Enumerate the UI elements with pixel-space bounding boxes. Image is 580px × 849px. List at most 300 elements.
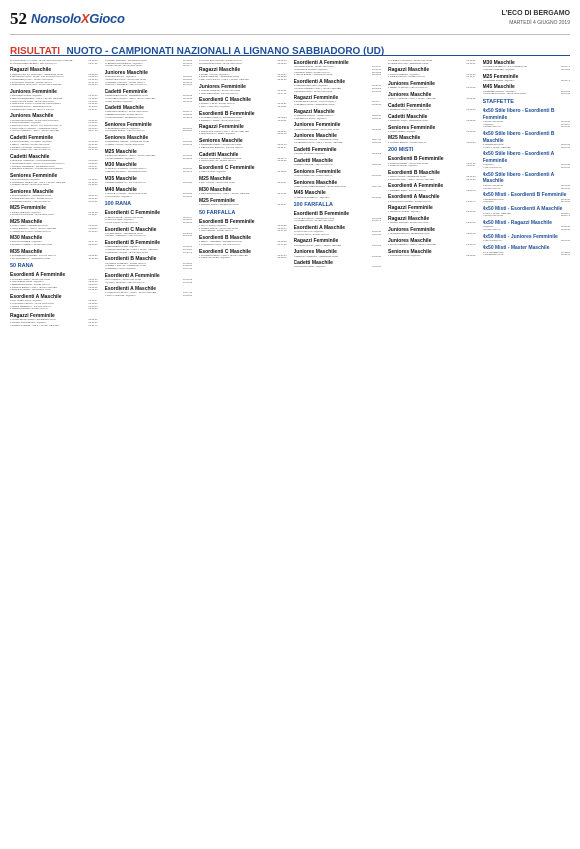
result-row — [388, 131, 476, 134]
category-heading: Ragazzi Femminile — [199, 124, 244, 131]
result-time: 02:18.02 — [466, 255, 476, 257]
result-time: 00:33.66 — [372, 196, 381, 199]
result-time: 01:04.01 — [88, 168, 98, 171]
result-rank: 2 — [10, 162, 12, 165]
result-rank: 3 — [10, 100, 12, 103]
result-time: 00:46.50 — [277, 257, 287, 260]
result-rank: 2 — [10, 181, 12, 184]
result-time: 00:39.40 — [88, 302, 98, 305]
result-row — [294, 104, 382, 107]
result-time: 01:46.18 — [183, 265, 192, 268]
result-rank: 1 — [293, 244, 295, 247]
result-row — [483, 167, 571, 170]
event-heading: 4x50 Misti - Esordienti B Femminile — [482, 192, 567, 199]
result-rank: 1 — [482, 66, 484, 69]
result-time: 01:21.37 — [88, 108, 98, 111]
result-rank: 1 — [199, 73, 201, 76]
result-time: 00:40.15 — [88, 305, 98, 308]
result-athlete: COLOMBO PIETRO - SPORTING CLUB — [11, 302, 54, 305]
result-time: 01:44.05 — [183, 262, 192, 265]
result-row — [483, 80, 571, 83]
result-time: 00:36.40 — [277, 241, 287, 244]
result-time: 00:40.71 — [88, 324, 98, 327]
result-time: 00:27.41 — [372, 139, 381, 142]
result-rank: 2 — [199, 76, 201, 79]
category-heading: Esordienti A Femminile — [293, 60, 349, 66]
category-heading: Cadetti Maschile — [104, 105, 144, 112]
result-athlete: AQUAFIT — [484, 226, 495, 229]
result-time: 00:41.20 — [277, 133, 287, 136]
category-heading: Seniores Femminile — [10, 172, 58, 179]
result-rank: 1 — [104, 262, 106, 265]
result-rank: 2 — [104, 295, 106, 298]
result-athlete: AQUAFIT — [484, 123, 495, 126]
result-athlete: PEDRINI EMMA - HAPPY SPORT CENTER — [11, 286, 57, 289]
result-rank: 2 — [10, 302, 12, 305]
result-time: 01:02.88 — [466, 119, 476, 122]
results-column — [388, 60, 476, 837]
result-time: 00:29.15 — [372, 117, 381, 120]
result-athlete: CALVI EMMA - ROARI NUOTO — [200, 230, 233, 233]
result-athlete: BIANCHI ANDREA - AQUAFIT — [484, 68, 516, 71]
result-time: 01:18.06 — [88, 97, 98, 100]
result-time: 00:28.62 — [372, 115, 381, 117]
result-rank: 1 — [199, 130, 201, 133]
result-time: 01:12.58 — [372, 231, 381, 234]
result-row — [199, 63, 287, 66]
result-rank: 2 — [388, 165, 390, 168]
category-heading: Seniores Femminile — [104, 121, 152, 128]
category-heading: M35 Maschile — [104, 175, 137, 182]
result-athlete: CALEGARI DARIO - SPORTING CLUB — [200, 144, 242, 147]
result-athlete: AGAZZI SIMONE - VIRTUS NUOTO — [295, 163, 333, 166]
result-time: 00:39.12 — [88, 319, 98, 322]
result-rank: 1 — [199, 224, 201, 227]
result-athlete: VALOTI SIMONE - AQUAFIT — [106, 295, 136, 298]
result-time: 02:41.33 — [466, 189, 476, 192]
result-athlete: BRIGNOLI GIULIA - AQUAFIT — [389, 211, 421, 214]
result-rank: 1 — [482, 226, 484, 229]
result-athlete: CATTANEO LUCA - AQUAFIT — [11, 300, 43, 303]
result-rank: 3 — [482, 126, 484, 129]
result-row — [388, 222, 476, 225]
result-time: 01:10.14 — [88, 78, 98, 81]
result-rank: 2 — [293, 117, 295, 120]
result-rank: 2 — [482, 68, 484, 71]
result-rank: 2 — [482, 167, 484, 170]
page-header — [10, 8, 570, 35]
category-heading: M30 Maschile — [10, 235, 43, 242]
result-athlete: CORTI FABIO - SWIMMING CLUB — [11, 225, 48, 228]
result-athlete: RONZONI CLAUDIA - SPORTING CLUB — [11, 214, 54, 217]
result-rank: 3 — [10, 305, 12, 308]
result-rank: 1 — [482, 198, 484, 201]
result-athlete: LAINI MATTEO - HAPPY SPORT CENTER — [389, 178, 435, 181]
result-athlete: PIROLA FILIPPO - AQUAFIT — [106, 76, 137, 79]
result-rank: 1 — [482, 79, 484, 82]
result-rank: 2 — [104, 62, 106, 65]
section-left: Nonsolo — [31, 11, 81, 26]
result-athlete: MORONI LUCA - SPORTING CLUB — [295, 90, 333, 93]
result-time: 01:14.63 — [466, 108, 476, 111]
result-rank: 3 — [293, 90, 295, 93]
result-athlete: BELOTTI ANDREA - SWIMMING CLUB — [200, 241, 242, 244]
result-rank: 1 — [388, 176, 390, 179]
result-athlete: CALVI LORENZO - AQUAFIT — [389, 73, 420, 76]
result-athlete: ORIO GIULIA - AQUAFIT — [200, 171, 227, 174]
result-rank: 1 — [293, 185, 295, 188]
result-athlete: PELLEGRINI MARTA - AQUAFIT — [106, 127, 141, 130]
result-time: 01:29.01 — [183, 295, 192, 298]
result-time: 02:06.80 — [183, 219, 192, 222]
result-athlete: OPREA DAVID - SWIMMING CLUB — [106, 232, 143, 235]
result-athlete: CARMINATI GIULIA - SPORTING CLUB — [106, 251, 148, 254]
result-rank: 1 — [388, 87, 390, 90]
category-heading: Esordienti B Maschile — [199, 234, 251, 241]
category-heading: M25 Maschile — [10, 219, 43, 225]
result-time: 00:43.18 — [88, 284, 98, 286]
result-rank: 20 — [10, 60, 13, 62]
result-rank: 1 — [10, 255, 12, 258]
result-rank: 16 — [388, 62, 391, 65]
result-rank: 2 — [199, 146, 201, 149]
result-time: 00:34.89 — [372, 71, 381, 74]
result-athlete: BETTONI FILIPPO - HAPPY SPORT CENTER — [200, 78, 249, 81]
result-time: 00:33.80 — [183, 182, 192, 185]
result-rank: 1 — [104, 278, 106, 281]
result-row — [105, 158, 193, 161]
category-heading: Cadetti Femminile — [388, 102, 432, 109]
result-rank: 3 — [199, 78, 201, 81]
result-time: 01:15.22 — [88, 143, 98, 146]
result-athlete: SPINELLI MARTA - SWIMMING CLUB — [389, 233, 430, 236]
category-heading: M25 Femminile — [10, 205, 46, 212]
result-athlete: CORTINOVIS SARA - SPORTING CLUB — [11, 100, 54, 103]
result-time: 02:51.06 — [466, 176, 476, 179]
result-rank: 3 — [104, 251, 106, 254]
result-rank: 1 — [10, 278, 12, 281]
result-time: 02:12.75 — [561, 66, 570, 69]
category-heading: Esordienti C Maschile — [199, 97, 251, 104]
result-rank: 1 — [293, 231, 295, 234]
category-heading: M25 Maschile — [388, 135, 421, 142]
result-athlete: BRESCIANI LINDA - HAPPY SPORT CENTER — [200, 130, 249, 133]
result-row — [483, 69, 571, 72]
result-rank: 1 — [388, 189, 390, 192]
result-athlete: GALBIATI LUCA - SWIMMING CLUB — [389, 119, 428, 122]
result-athlete: MARCHESI LUCA - SPORTING CLUB — [106, 78, 146, 81]
result-time: 00:34.29 — [277, 78, 287, 81]
result-time: 01:20.11 — [88, 105, 98, 108]
result-rank: 4 — [10, 127, 12, 130]
result-time: 02:25.40 — [466, 222, 476, 225]
result-time: 00:35.20 — [372, 74, 381, 77]
result-rank: 3 — [10, 200, 12, 203]
result-time: 00:30.32 — [183, 81, 192, 84]
result-athlete: MANZONI IRENE - HAPPY SPORT CENTER — [11, 324, 59, 327]
result-row — [199, 204, 287, 207]
result-time: 00:34.01 — [183, 62, 192, 65]
result-row — [105, 222, 193, 225]
result-row — [294, 186, 382, 189]
results-column — [10, 60, 98, 837]
result-time: 02:19.54 — [466, 244, 476, 247]
result-time: 00:31.56 — [372, 90, 381, 93]
result-time: 00:39.82 — [277, 224, 287, 227]
result-rank: 1 — [482, 121, 484, 124]
result-athlete: PESENTI GIORGIA - ROARI NUOTO — [11, 146, 51, 149]
result-athlete: PALAMENGHI ANDREA - VIRTUS NUOTO — [11, 255, 57, 258]
result-time: 00:33.90 — [183, 97, 192, 100]
result-rank: 2 — [104, 78, 106, 81]
result-time: 02:21.45 — [561, 240, 570, 243]
category-heading: M45 Maschile — [293, 190, 326, 197]
result-time: 01:07.56 — [88, 241, 98, 244]
category-heading: Esordienti B Femminile — [388, 156, 444, 163]
result-time: 00:31.05 — [183, 84, 192, 87]
result-time: 00:32.17 — [277, 146, 287, 149]
result-athlete: MARCASSOLI IRENE - SPORTING CLUB — [295, 128, 339, 131]
result-athlete: SCOTTI DAVIDE - HAPPY SPORT CENTER — [389, 98, 436, 101]
result-athlete: CORTESI GIADA - SWIMMING CLUB — [295, 217, 335, 220]
result-time: 01:30.51 — [466, 62, 476, 65]
result-rank: 2 — [10, 281, 12, 284]
result-rank: 2 — [199, 119, 201, 122]
result-time: 01:37.02 — [88, 62, 98, 65]
result-row — [294, 245, 382, 248]
section-right: Gioco — [89, 11, 125, 26]
result-row — [388, 109, 476, 112]
result-time: 02:14.35 — [561, 167, 570, 170]
result-time: 00:36.10 — [183, 195, 192, 198]
result-time: 00:31.05 — [372, 174, 381, 177]
category-heading: Esordienti B Femminile — [199, 218, 255, 225]
result-row — [294, 256, 382, 259]
result-rank: 2 — [104, 144, 106, 147]
result-time: 01:22.36 — [88, 211, 98, 214]
category-heading: Juniores Maschile — [388, 91, 432, 98]
result-rank: 2 — [10, 97, 12, 100]
result-athlete: FOPPA PEDRETTI CHIARA - AQUAFIT — [11, 141, 53, 144]
result-rank: 1 — [104, 182, 106, 185]
section-x: X — [80, 11, 90, 26]
result-time: 02:09.14 — [183, 221, 192, 224]
result-athlete: BELLINI GIORGIO - SWIMMING CLUB — [106, 171, 147, 174]
category-heading: Esordienti A Maschile — [293, 78, 346, 85]
result-rank: 2 — [104, 249, 106, 252]
result-rank: 1 — [293, 174, 295, 177]
result-athlete: CASARI SABRINA - SWIMMING CLUB — [106, 60, 147, 62]
result-rank: 2 — [199, 92, 201, 95]
result-athlete: BREMBILLA DAVIDE - SWIMMING CLUB — [295, 139, 339, 142]
result-athlete: MAGNI ANDREA - AQUAFIT — [11, 122, 42, 125]
result-time: 00:48.94 — [277, 117, 287, 119]
result-rank: 4 — [10, 81, 12, 84]
result-row — [105, 282, 193, 285]
result-athlete: AQUAFIT — [484, 164, 495, 167]
category-heading: Esordienti B Femminile — [104, 240, 161, 247]
result-rank: 1 — [293, 217, 295, 220]
result-time: 02:03.57 — [183, 216, 192, 219]
result-time: 01:06.12 — [88, 225, 98, 228]
result-rank: 1 — [10, 211, 12, 214]
result-row — [105, 171, 193, 174]
result-time: 01:03.37 — [88, 165, 98, 168]
result-row — [199, 93, 287, 96]
result-time: 02:25.33 — [561, 93, 570, 96]
result-time: 02:33.07 — [561, 123, 570, 126]
category-heading: Cadetti Maschile — [293, 157, 333, 164]
result-time: 02:08.90 — [561, 229, 570, 232]
category-heading: Ragazzi Femminile — [10, 313, 55, 320]
result-rank: 1 — [10, 300, 12, 303]
category-heading: M25 Maschile — [199, 176, 232, 182]
result-athlete: A.S. LAURENTUM — [484, 251, 504, 254]
result-time: 01:16.40 — [88, 146, 98, 149]
result-time: 00:34.77 — [183, 65, 192, 68]
result-rank: 2 — [104, 281, 106, 284]
result-time: 00:54.81 — [277, 103, 287, 106]
result-time: 00:30.88 — [372, 128, 381, 131]
title-text: NUOTO - CAMPIONATI NAZIONALI A LIGNANO SABBIADORO (UD) — [66, 46, 385, 57]
category-heading: M25 Maschile — [104, 148, 137, 155]
category-heading: Juniores Maschile — [293, 249, 337, 256]
category-heading: M45 Maschile — [482, 84, 515, 91]
result-time: 02:54.18 — [466, 178, 476, 181]
result-athlete: FORESTI LUCA - SPORTING CLUB — [106, 144, 144, 147]
result-rank: 5 — [10, 130, 12, 133]
result-time: 00:38.67 — [88, 300, 98, 303]
result-athlete: LOCATELLI SIMONE - ROARI NUOTO — [11, 81, 53, 84]
result-athlete: FENAROLI ANNA - SPORTING CLUB — [389, 108, 429, 111]
result-rank: 1 — [104, 192, 106, 195]
result-rank: 4 — [10, 168, 12, 171]
category-heading: M25 Femminile — [482, 73, 519, 80]
result-athlete: ALBORGHETTI VERA - AQUAFIT — [200, 133, 236, 136]
result-rank: 1 — [293, 139, 295, 142]
results-column — [294, 60, 382, 837]
result-rank: 3 — [10, 324, 12, 327]
result-row — [10, 63, 98, 66]
result-rank: 2 — [293, 233, 295, 236]
result-time: 00:33.01 — [183, 127, 192, 130]
category-heading: M30 Maschile — [199, 186, 232, 193]
result-row — [105, 144, 193, 147]
result-row — [483, 229, 571, 232]
result-row — [388, 98, 476, 101]
result-rank: 2 — [199, 227, 201, 230]
result-athlete: PEZZINI FILIPPO GIACOMO - SWIMMING CLUB — [11, 73, 63, 76]
result-athlete: RONCALLI FABIO - AQUAFIT — [295, 266, 327, 269]
result-time: 01:14.30 — [372, 233, 381, 236]
result-athlete: LOCATI MATTIA - AQUAFIT — [295, 231, 325, 234]
result-time: 01:14.82 — [372, 244, 381, 247]
category-heading: Ragazzi Maschile — [10, 67, 52, 74]
result-rank: 2 — [293, 104, 295, 107]
result-athlete: FINAZZI SILVIA - SPORTING CLUB — [11, 184, 49, 187]
result-athlete: PALENI MARTA - SPORTING CLUB — [200, 227, 239, 230]
category-heading: Esordienti A Maschile — [104, 286, 157, 293]
result-athlete: SIGNORELLI ELIA - SPORT PIÙ SCUOLA NUOTO — [11, 162, 65, 165]
result-time: 01:15.54 — [88, 95, 98, 98]
result-time: 02:35.92 — [561, 126, 570, 129]
result-row — [388, 201, 476, 204]
result-rank: 2 — [104, 97, 106, 100]
result-rank: 1 — [388, 98, 390, 101]
result-athlete: BONOMI GIULIA - SPORTING CLUB — [295, 66, 334, 69]
category-heading: Ragazzi Femminile — [388, 205, 433, 212]
result-time: 01:36.46 — [88, 60, 98, 62]
result-time: 01:47.90 — [183, 268, 192, 271]
category-heading: Cadetti Femminile — [10, 134, 54, 141]
category-heading: Juniores Femminile — [199, 83, 246, 90]
result-athlete: SPORTING CLUB — [484, 121, 504, 124]
result-athlete: MAGRI TOMMASO - VIRTUS NUOTO — [106, 235, 146, 238]
result-time: 01:06.05 — [88, 127, 98, 130]
result-time: 00:40.67 — [277, 203, 287, 206]
result-rank: 3 — [104, 65, 106, 68]
result-athlete: FACCHI LUCA - SWIMMING CLUB — [389, 176, 427, 179]
result-time: 00:33.47 — [372, 66, 381, 69]
result-athlete: MOIOLI DANIELE - AQUAFIT — [11, 241, 43, 244]
result-athlete: SANGALLI MARCO - SPORTING CLUB — [106, 111, 148, 114]
result-row — [388, 190, 476, 193]
result-athlete: SPORTING CLUB — [484, 215, 504, 218]
result-rank: 1 — [199, 182, 201, 185]
result-rank: 3 — [10, 165, 12, 168]
result-rank: 2 — [104, 219, 106, 222]
result-rank: 1 — [388, 108, 390, 111]
result-time: 00:32.45 — [183, 168, 192, 171]
event-heading: 4x50 Stile libero - Esordienti A Maschile — [482, 171, 555, 185]
result-time: 00:37.28 — [277, 243, 287, 246]
result-rank: 1 — [388, 130, 390, 133]
result-row — [294, 118, 382, 121]
result-time: 01:03.21 — [88, 198, 98, 201]
result-time: 01:01.15 — [372, 266, 381, 269]
result-row — [105, 182, 193, 185]
result-time: 01:09.19 — [88, 244, 98, 247]
event-heading: 50 RANA — [10, 263, 34, 270]
result-time: 00:29.10 — [183, 76, 192, 79]
result-rank: 2 — [482, 123, 484, 126]
result-time: 01:52.74 — [183, 251, 192, 254]
result-athlete: MORETTI ELIA - ROARI NUOTO — [200, 103, 235, 106]
result-athlete: GHILARDI PAOLO - VIRTUS NUOTO — [11, 200, 51, 203]
result-time: 01:51.20 — [183, 249, 192, 252]
result-rank: 3 — [10, 124, 12, 127]
result-row — [294, 91, 382, 94]
category-heading: Juniores Maschile — [293, 133, 337, 140]
result-rank: 2 — [388, 178, 390, 181]
result-time: 01:33.62 — [183, 278, 192, 281]
result-rank: 2 — [482, 187, 484, 190]
event-heading: 4x50 Misti - Master Maschile — [482, 245, 550, 252]
category-heading: Esordienti A Femminile — [104, 272, 160, 279]
result-rank: 2 — [199, 133, 201, 136]
result-athlete: CRIPPA MATTIA - ROARI NUOTO — [200, 160, 237, 163]
result-time: 01:00.96 — [88, 160, 98, 163]
result-rank: 4 — [104, 84, 106, 87]
result-row — [294, 175, 382, 178]
result-rank: 1 — [10, 95, 12, 98]
result-athlete: TOMASONI PIETRO - HAPPY SPORT CENTER — [106, 292, 157, 295]
result-athlete: PEDRETTI SARA - SPORTING CLUB — [200, 119, 240, 122]
result-time: 02:24.51 — [561, 146, 570, 149]
event-heading: 4x50 Misti - Esordienti A Maschile — [482, 206, 563, 213]
result-athlete: FUMAGALLI LUCA - VIRTUS NUOTO — [200, 243, 240, 246]
result-rank: 21 — [10, 62, 13, 65]
